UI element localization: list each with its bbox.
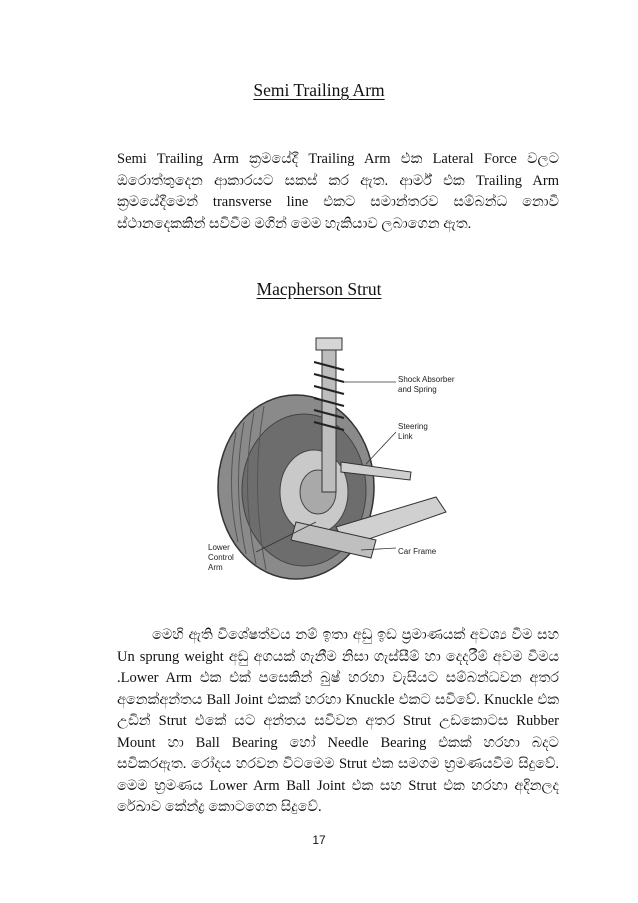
paragraph-line: අනෙක්අන්තය Ball Joint එකක් හරහා Knuckle එකට සවිවේ. Knuckle එක [117, 691, 559, 708]
macpherson-strut-paragraph [117, 625, 559, 819]
label-shock-absorber: Shock Absorber [398, 375, 455, 384]
label-car-frame: Car Frame [398, 547, 437, 556]
paragraph-line: රේඛාව කේන්ද්‍ර කොටගෙන සිදුවේ. [117, 799, 322, 815]
macpherson-strut-illustration [196, 312, 460, 592]
paragraph-line: මෙම භ්‍රමණය Lower Arm Ball Joint එක සහ Strut එක හරහා අදිනලද [117, 777, 559, 794]
page-number: 17 [312, 833, 326, 847]
semi-trailing-arm-paragraph [117, 149, 559, 235]
paragraph-line: Mount හා Ball Bearing හෝ Needle Bearing එකක් හරහා බදට [117, 734, 559, 751]
section-title-semi-trailing-arm: Semi Trailing Arm [253, 80, 385, 100]
paragraph-line: ස්ථානදෙකකින් සවිවීම මගින් මෙම හැකියාව ලබාගෙන ඇත. [117, 215, 472, 232]
label-control: Control [208, 553, 234, 562]
label-lower: Lower [208, 543, 230, 552]
label-and-spring: and Spring [398, 385, 437, 394]
paragraph-line: උඩින් Strut එකේ යට අන්තය සවිවන අතර Strut උඩකොටස Rubber [117, 713, 559, 729]
paragraph-line: ක්‍රමයේදීමෙන් transverse line එකට සමාන්තරව සම්බන්ධ නොවී [117, 194, 559, 210]
paragraph-line: සවිකරඇත. රෝදය හරවන විටමෙම Strut එක සමගම භ්‍රමණයවීම සිදුවේ. [117, 756, 559, 772]
label-arm: Arm [208, 563, 223, 572]
paragraph-line: මෙහි ඇති විශේෂත්වය නම් ඉතා අඩු ඉඩ ප්‍රමාණයක් අවශ්‍ය වීම සහ [152, 627, 559, 643]
label-link: Link [398, 432, 413, 441]
label-steering: Steering [398, 422, 428, 431]
section-title-macpherson-strut: Macpherson Strut [256, 279, 382, 299]
paragraph-line: ඔරොත්තුදෙන ආකාරයට සකස් කර ඇත. ආර්ම් එක Trailing Arm [117, 172, 559, 189]
paragraph-line: Un sprung weight අඩු අගයක් ගැනීම නිසා ගැස්සීම් හා දෙදරීම් අවම වීමය [117, 648, 559, 665]
paragraph-line: Semi Trailing Arm ක්‍රමයේදී Trailing Arm එක Lateral Force වලට [117, 151, 559, 167]
paragraph-line: .Lower Arm එක එක් පසෙකින් බුෂ් හරහා වැසියට සම්බන්ධවන අතර [117, 670, 559, 686]
